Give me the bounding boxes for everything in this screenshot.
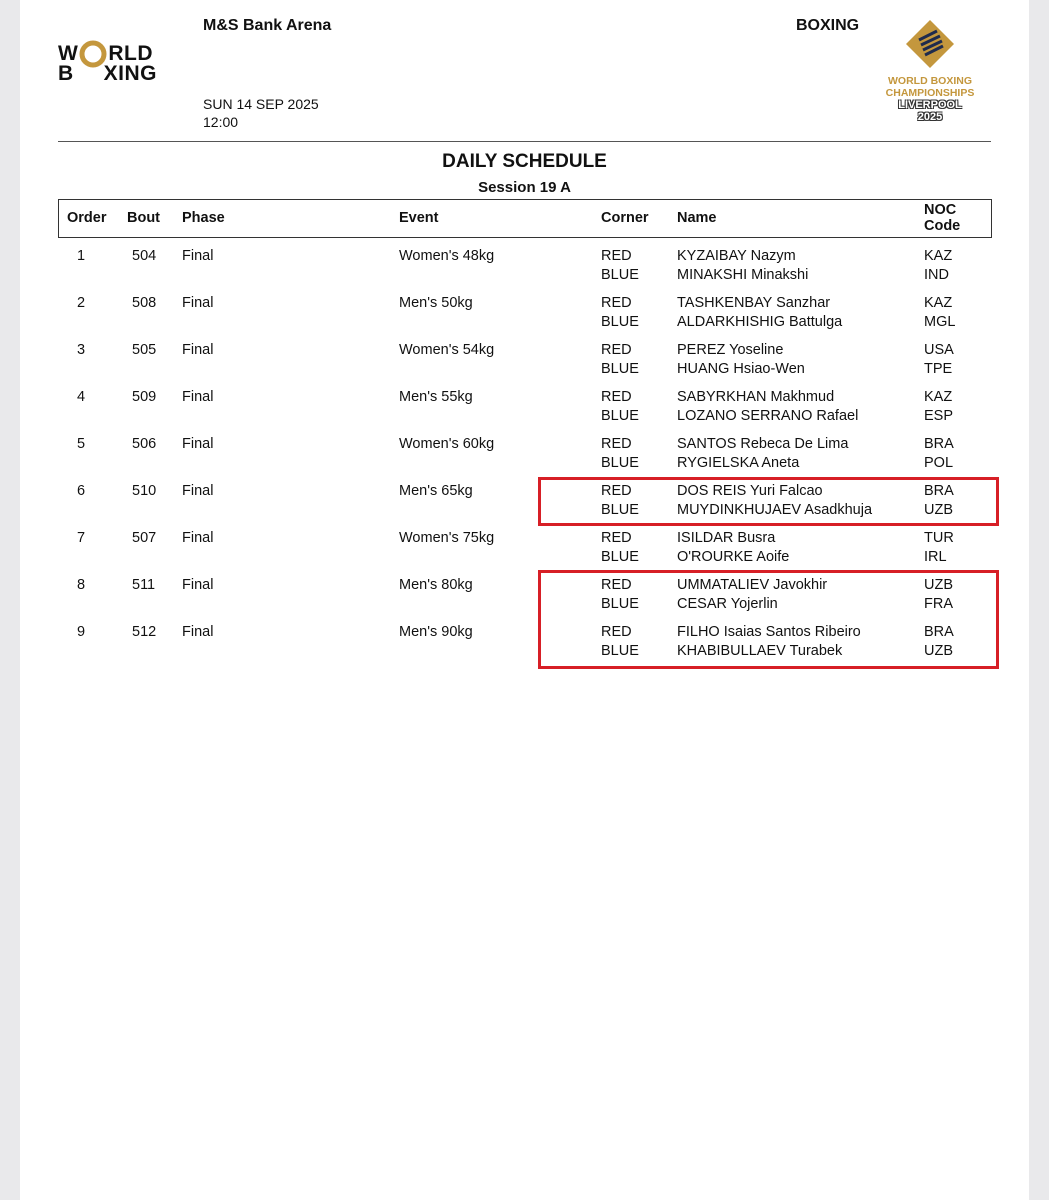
cell-name-blue: MUYDINKHUJAEV Asadkhuja bbox=[677, 502, 873, 518]
cell-phase: Final bbox=[182, 577, 214, 593]
championship-year: 2025 bbox=[917, 111, 943, 123]
cell-order: 4 bbox=[76, 389, 86, 405]
col-order: Order bbox=[67, 210, 107, 226]
cell-noc-red: KAZ bbox=[924, 295, 953, 311]
cell-name-red: DOS REIS Yuri Falcao bbox=[677, 483, 823, 499]
cell-phase: Final bbox=[182, 342, 214, 358]
cell-noc-red: BRA bbox=[924, 436, 954, 452]
cell-name-blue: MINAKSHI Minakshi bbox=[677, 267, 809, 283]
cell-event: Men's 80kg bbox=[399, 577, 473, 593]
championship-name-line1: WORLD BOXING bbox=[888, 75, 972, 87]
cell-corner-red: RED bbox=[601, 624, 632, 640]
highlight-box bbox=[538, 477, 999, 526]
cell-noc-blue: ESP bbox=[924, 408, 954, 424]
cell-noc-red: UZB bbox=[924, 577, 953, 593]
cell-corner-red: RED bbox=[601, 295, 632, 311]
cell-bout: 510 bbox=[132, 483, 157, 499]
cell-noc-red: USA bbox=[924, 342, 954, 358]
cell-corner-blue: BLUE bbox=[601, 643, 639, 659]
col-noc: NOC Code bbox=[924, 202, 961, 234]
cell-corner-red: RED bbox=[601, 436, 632, 452]
cell-corner-blue: BLUE bbox=[601, 596, 639, 612]
cell-phase: Final bbox=[182, 295, 214, 311]
col-event: Event bbox=[399, 210, 439, 226]
cell-corner-blue: BLUE bbox=[601, 549, 639, 565]
highlight-box bbox=[538, 570, 999, 669]
cell-order: 2 bbox=[76, 295, 86, 311]
cell-corner-red: RED bbox=[601, 342, 632, 358]
cell-name-red: TASHKENBAY Sanzhar bbox=[677, 295, 831, 311]
cell-name-blue: KHABIBULLAEV Turabek bbox=[677, 643, 843, 659]
cell-phase: Final bbox=[182, 530, 214, 546]
cell-phase: Final bbox=[182, 624, 214, 640]
cell-name-blue: ALDARKHISHIG Battulga bbox=[677, 314, 843, 330]
cell-bout: 506 bbox=[132, 436, 157, 452]
cell-phase: Final bbox=[182, 248, 214, 264]
session-time: 12:00 bbox=[203, 114, 239, 130]
cell-name-blue: O'ROURKE Aoife bbox=[677, 549, 790, 565]
cell-corner-blue: BLUE bbox=[601, 455, 639, 471]
cell-bout: 511 bbox=[132, 577, 156, 593]
championship-name-line2: CHAMPIONSHIPS bbox=[885, 87, 975, 99]
cell-noc-red: KAZ bbox=[924, 248, 953, 264]
schedule-page bbox=[20, 0, 1029, 1200]
cell-bout: 505 bbox=[132, 342, 157, 358]
cell-corner-red: RED bbox=[601, 577, 632, 593]
cell-corner-blue: BLUE bbox=[601, 314, 639, 330]
cell-name-red: KYZAIBAY Nazym bbox=[677, 248, 796, 264]
cell-phase: Final bbox=[182, 389, 214, 405]
cell-corner-blue: BLUE bbox=[601, 502, 639, 518]
cell-name-red: UMMATALIEV Javokhir bbox=[677, 577, 828, 593]
cell-name-red: SANTOS Rebeca De Lima bbox=[677, 436, 849, 452]
cell-event: Women's 54kg bbox=[399, 342, 495, 358]
cell-noc-red: KAZ bbox=[924, 389, 953, 405]
diamond-emblem-icon bbox=[904, 18, 956, 70]
cell-name-blue: HUANG Hsiao-Wen bbox=[677, 361, 805, 377]
cell-order: 7 bbox=[76, 530, 86, 546]
cell-bout: 512 bbox=[132, 624, 157, 640]
cell-noc-blue: UZB bbox=[924, 502, 953, 518]
ring-logo-icon bbox=[79, 40, 107, 68]
col-name: Name bbox=[677, 210, 717, 226]
cell-event: Men's 65kg bbox=[399, 483, 473, 499]
cell-order: 5 bbox=[76, 436, 86, 452]
cell-noc-red: TUR bbox=[924, 530, 954, 546]
cell-corner-red: RED bbox=[601, 248, 632, 264]
cell-noc-blue: UZB bbox=[924, 643, 953, 659]
cell-phase: Final bbox=[182, 436, 214, 452]
cell-event: Women's 75kg bbox=[399, 530, 495, 546]
cell-order: 3 bbox=[76, 342, 86, 358]
cell-name-red: FILHO Isaias Santos Ribeiro bbox=[677, 624, 861, 640]
cell-corner-red: RED bbox=[601, 530, 632, 546]
session-date: SUN 14 SEP 2025 bbox=[203, 96, 319, 112]
cell-noc-red: BRA bbox=[924, 624, 954, 640]
sport-name: BOXING bbox=[796, 17, 860, 34]
cell-bout: 504 bbox=[132, 248, 157, 264]
page-title: DAILY SCHEDULE bbox=[442, 151, 607, 172]
cell-noc-blue: TPE bbox=[924, 361, 953, 377]
cell-corner-blue: BLUE bbox=[601, 361, 639, 377]
cell-event: Women's 48kg bbox=[399, 248, 495, 264]
session-label: Session 19 A bbox=[478, 179, 571, 196]
championship-city: LIVERPOOL bbox=[898, 99, 962, 111]
cell-order: 9 bbox=[76, 624, 86, 640]
cell-bout: 507 bbox=[132, 530, 157, 546]
cell-event: Men's 50kg bbox=[399, 295, 473, 311]
header-divider bbox=[58, 141, 991, 142]
cell-noc-blue: FRA bbox=[924, 596, 953, 612]
col-bout: Bout bbox=[127, 210, 161, 226]
cell-event: Men's 90kg bbox=[399, 624, 473, 640]
cell-noc-red: BRA bbox=[924, 483, 954, 499]
cell-order: 8 bbox=[76, 577, 86, 593]
cell-noc-blue: MGL bbox=[924, 314, 956, 330]
cell-noc-blue: IRL bbox=[924, 549, 947, 565]
cell-bout: 508 bbox=[132, 295, 157, 311]
cell-noc-blue: POL bbox=[924, 455, 954, 471]
cell-name-blue: CESAR Yojerlin bbox=[677, 596, 778, 612]
cell-phase: Final bbox=[182, 483, 214, 499]
col-phase: Phase bbox=[182, 210, 225, 226]
cell-event: Women's 60kg bbox=[399, 436, 495, 452]
cell-corner-blue: BLUE bbox=[601, 267, 639, 283]
cell-name-blue: LOZANO SERRANO Rafael bbox=[677, 408, 859, 424]
cell-name-red: PEREZ Yoseline bbox=[677, 342, 784, 358]
cell-name-red: SABYRKHAN Makhmud bbox=[677, 389, 835, 405]
world-boxing-logo: W RLD B XING bbox=[58, 42, 158, 85]
cell-bout: 509 bbox=[132, 389, 157, 405]
cell-corner-blue: BLUE bbox=[601, 408, 639, 424]
cell-noc-blue: IND bbox=[924, 267, 949, 283]
session-datetime bbox=[203, 95, 319, 131]
cell-name-blue: RYGIELSKA Aneta bbox=[677, 455, 800, 471]
cell-order: 6 bbox=[76, 483, 86, 499]
cell-corner-red: RED bbox=[601, 389, 632, 405]
cell-name-red: ISILDAR Busra bbox=[677, 530, 776, 546]
cell-event: Men's 55kg bbox=[399, 389, 473, 405]
cell-order: 1 bbox=[76, 248, 86, 264]
championship-logo bbox=[870, 18, 990, 123]
cell-corner-red: RED bbox=[601, 483, 632, 499]
venue-name: M&S Bank Arena bbox=[203, 17, 332, 34]
col-corner: Corner bbox=[601, 210, 649, 226]
